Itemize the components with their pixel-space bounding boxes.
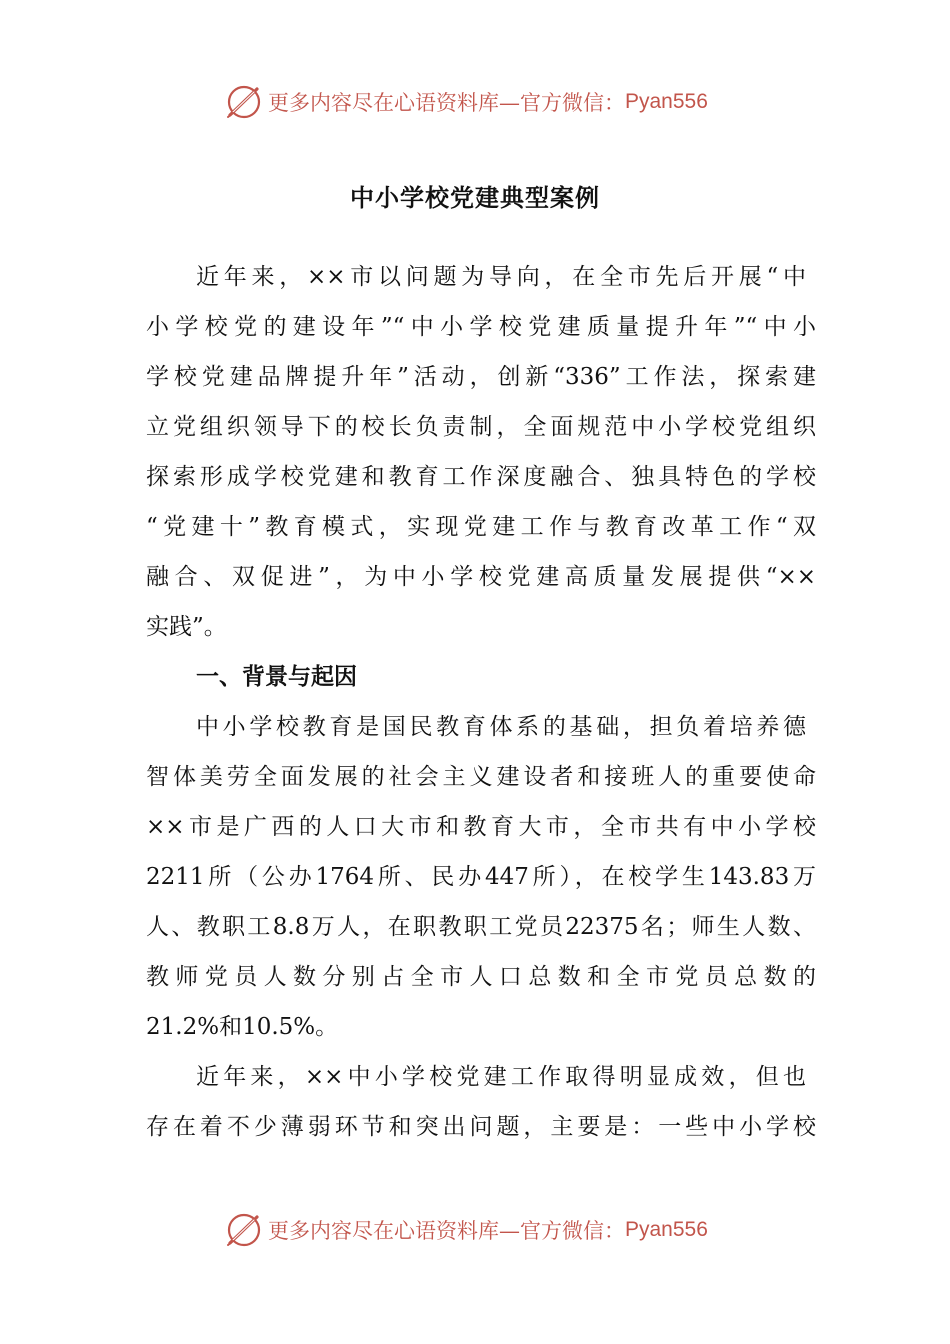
paragraph-line: 近年来，××市以问题为导向，在全市先后开展“中 [196,264,806,290]
header-banner-account: Pyan556 [625,90,708,113]
paragraph-line: ××市是广西的人口大市和教育大市，全市共有中小学校 [146,814,816,840]
header-banner [224,80,708,124]
paragraph-line: 融合、双促进”，为中小学校党建高质量发展提供“×× [146,564,816,590]
paragraph-line: 2211所（公办1764所、民办447所），在校学生143.83万 [146,864,816,890]
paragraph-line: 小学校党的建设年”“中小学校党建质量提升年”“中小 [146,314,816,340]
paragraph-line: 立党组织领导下的校长负责制，全面规范中小学校党组织 [146,414,816,440]
pen-nib-logo-icon [224,1210,264,1250]
paragraph-line: 中小学校教育是国民教育体系的基础，担负着培养德 [196,714,806,740]
paragraph-line: 存在着不少薄弱环节和突出问题，主要是：一些中小学校 [146,1114,816,1140]
footer-banner [224,1208,708,1252]
paragraph-line: 探索形成学校党建和教育工作深度融合、独具特色的学校 [146,464,816,490]
paragraph-line: 教师党员人数分别占全市人口总数和全市党员总数的 [146,964,816,990]
paragraph-line: 近年来，××中小学校党建工作取得明显成效，但也 [196,1064,806,1090]
footer-banner-text: 更多内容尽在心语资料库—官方微信： [268,1219,625,1243]
paragraph-line: 21.2%和10.5%。 [146,1014,339,1040]
paragraph-line: 智体美劳全面发展的社会主义建设者和接班人的重要使命 [146,764,816,790]
section-heading: 一、背景与起因 [196,664,357,690]
paragraph-line: “党建十”教育模式，实现党建工作与教育改革工作“双 [146,514,816,540]
pen-nib-logo-icon [224,82,264,122]
document-title: 中小学校党建典型案例 [350,184,600,212]
header-banner-text: 更多内容尽在心语资料库—官方微信： [268,91,625,115]
paragraph-line: 人、教职工8.8万人，在职教职工党员22375名；师生人数、 [146,914,816,940]
footer-banner-account: Pyan556 [625,1218,708,1241]
paragraph-line: 学校党建品牌提升年”活动，创新“336”工作法，探索建 [146,364,816,390]
paragraph-line: 实践”。 [146,614,227,640]
